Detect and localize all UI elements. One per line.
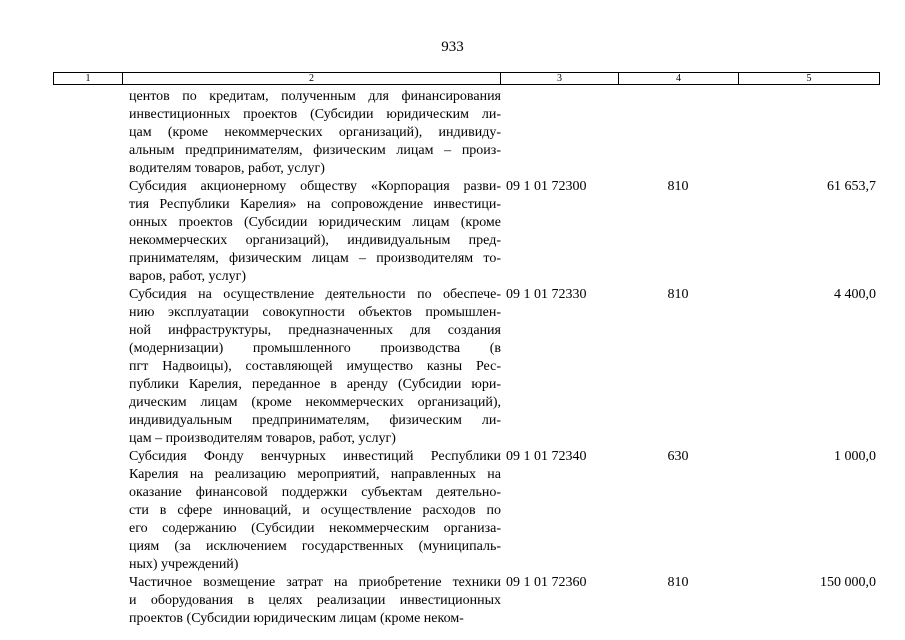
description-line: дическим лицам (кроме некоммерческих организаций), <box>129 395 501 410</box>
column-header-1: 1 <box>54 73 123 85</box>
description-line: некоммерческих организаций), индивидуальным пред- <box>129 233 501 248</box>
row-description <box>129 286 501 448</box>
description-line: цам (кроме некоммерческих организаций), индивиду- <box>129 125 501 140</box>
description-line: ной инфраструктуры, предназначенных для создания <box>129 323 501 338</box>
description-line: Частичное возмещение затрат на приобретение техники <box>129 575 501 590</box>
table-row <box>0 574 905 628</box>
budget-code: 09 1 01 72330 <box>506 287 587 302</box>
budget-code: 09 1 01 72300 <box>506 179 587 194</box>
table-row <box>0 178 905 286</box>
column-header-4: 4 <box>619 73 739 85</box>
description-line: Субсидия Фонду венчурных инвестиций Республики <box>129 449 501 464</box>
description-line: инвестиционных проектов (Субсидии юридическим ли- <box>129 107 501 122</box>
table-row <box>0 448 905 574</box>
column-header-5: 5 <box>739 73 880 85</box>
description-line: принимателям, физическим лицам – производителям то- <box>129 251 501 266</box>
expense-type-code: 810 <box>667 179 689 194</box>
description-line: тия Республики Карелия» на сопровождение инвестици- <box>129 197 501 212</box>
description-line: публики Карелия, переданное в аренду (Субсидии юри- <box>129 377 501 392</box>
table-row <box>0 286 905 448</box>
description-line: цам – производителям товаров, работ, услуг) <box>129 431 396 446</box>
column-header-3: 3 <box>501 73 619 85</box>
description-line: варов, работ, услуг) <box>129 269 247 284</box>
description-line: ных) учреждений) <box>129 557 239 572</box>
expense-type-code: 630 <box>667 449 689 464</box>
amount: 1 000,0 <box>834 449 876 464</box>
description-line: пгт Надвоицы), составляющей имущество казны Рес- <box>129 359 501 374</box>
description-line: сти в сфере инноваций, и осуществление расходов по <box>129 503 501 518</box>
description-line: оказание финансовой поддержки субъектам деятельно- <box>129 485 501 500</box>
amount: 4 400,0 <box>834 287 876 302</box>
description-line: проектов (Субсидии юридическим лицам (кроме неком- <box>129 611 464 626</box>
table-row <box>0 88 905 178</box>
description-line: водителям товаров, работ, услуг) <box>129 161 325 176</box>
description-line: циям (за исключением государственных (муниципаль- <box>129 539 501 554</box>
description-line: Субсидия на осуществление деятельности по обеспече- <box>129 287 501 302</box>
description-line: индивидуальным предпринимателям, физическим ли- <box>129 413 501 428</box>
description-line: Субсидия акционерному обществу «Корпорация разви- <box>129 179 501 194</box>
description-line: (модернизации) промышленного производства (в <box>129 341 501 356</box>
description-line: и оборудования в целях реализации инвестиционных <box>129 593 501 608</box>
amount: 61 653,7 <box>827 179 876 194</box>
row-description <box>129 88 501 178</box>
column-header-2: 2 <box>123 73 501 85</box>
expense-type-code: 810 <box>667 575 689 590</box>
amount: 150 000,0 <box>820 575 876 590</box>
page-number: 933 <box>441 39 464 55</box>
description-line: центов по кредитам, полученным для финансирования <box>129 89 501 104</box>
table-body <box>0 88 905 628</box>
row-description <box>129 574 501 628</box>
row-description <box>129 448 501 574</box>
budget-code: 09 1 01 72360 <box>506 575 587 590</box>
column-header-table <box>53 72 880 85</box>
description-line: нию эксплуатации совокупности объектов промышлен- <box>129 305 501 320</box>
description-line: онных проектов (Субсидии юридическим лицам (кроме <box>129 215 501 230</box>
expense-type-code: 810 <box>667 287 689 302</box>
description-line: его содержанию (Субсидии некоммерческим организа- <box>129 521 501 536</box>
description-line: Карелия на реализацию мероприятий, направленных на <box>129 467 501 482</box>
row-description <box>129 178 501 286</box>
budget-code: 09 1 01 72340 <box>506 449 587 464</box>
description-line: альным предпринимателям, физическим лицам – произ- <box>129 143 501 158</box>
